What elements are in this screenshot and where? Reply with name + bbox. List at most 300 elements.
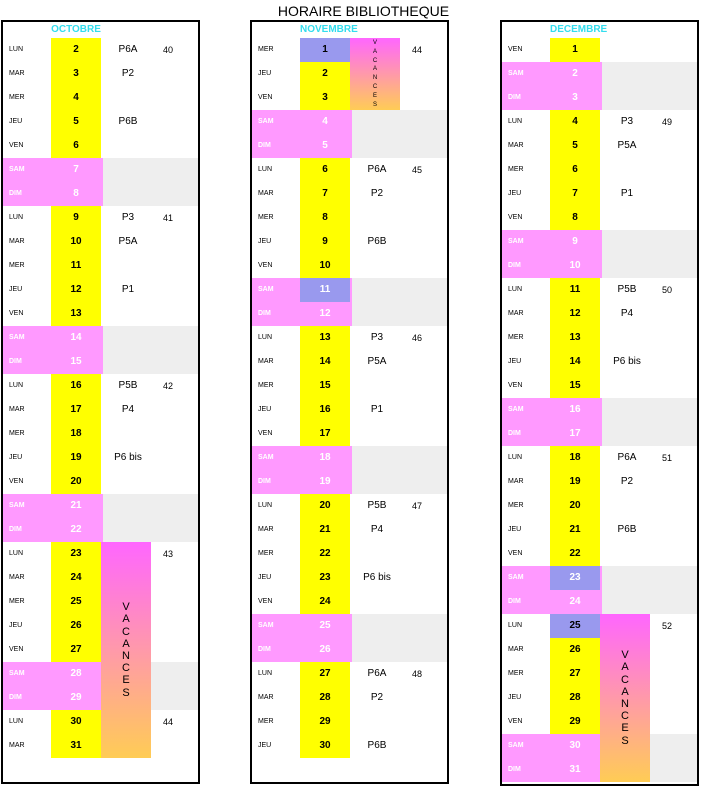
day-name: JEU xyxy=(508,358,522,365)
day-number: 11 xyxy=(300,278,350,302)
day-row xyxy=(3,494,198,518)
class-group: P4 xyxy=(121,404,135,415)
day-number: 4 xyxy=(322,116,328,127)
week-number: 44 xyxy=(411,45,422,55)
day-number: 30 xyxy=(51,710,101,734)
day-number: 13 xyxy=(300,326,350,350)
day-number: 25 xyxy=(319,620,331,631)
day-name: MER xyxy=(9,598,25,605)
day-name: VEN xyxy=(9,142,24,149)
week-number: 40 xyxy=(162,45,173,55)
day-number: 8 xyxy=(73,188,79,199)
day-number: 9 xyxy=(572,236,578,247)
week-number: 47 xyxy=(411,501,422,511)
day-number: 19 xyxy=(550,470,600,494)
day-name: MAR xyxy=(508,646,524,653)
day-number: 3 xyxy=(572,92,578,103)
day-name: MAR xyxy=(258,190,274,197)
day-row xyxy=(502,494,697,518)
day-number: 18 xyxy=(319,452,331,463)
day-name: SAM xyxy=(9,334,25,341)
day-name: SAM xyxy=(9,670,25,677)
day-name: LUN xyxy=(508,118,523,125)
vacances-letter: C xyxy=(122,662,130,675)
day-name: SAM xyxy=(9,166,25,173)
week-number: 45 xyxy=(411,165,422,175)
day-row xyxy=(252,230,447,254)
day-number: 30 xyxy=(300,734,350,758)
day-row xyxy=(502,278,697,302)
day-row xyxy=(3,62,198,86)
day-row xyxy=(252,662,447,686)
day-number: 7 xyxy=(550,182,600,206)
day-name: MER xyxy=(9,94,25,101)
day-name: MAR xyxy=(258,526,274,533)
day-name: VEN xyxy=(9,310,24,317)
day-name: MER xyxy=(258,382,274,389)
day-name: DIM xyxy=(508,262,521,269)
day-row xyxy=(3,446,198,470)
day-name: JEU xyxy=(9,118,23,125)
day-name: MER xyxy=(258,46,274,53)
day-row xyxy=(252,470,447,494)
day-number: 31 xyxy=(569,764,581,775)
day-row xyxy=(252,710,447,734)
day-number: 15 xyxy=(70,356,82,367)
day-name: MAR xyxy=(9,742,25,749)
day-number: 23 xyxy=(51,542,101,566)
day-row xyxy=(3,254,198,278)
class-group: P1 xyxy=(370,404,384,415)
class-group: P6 bis xyxy=(363,572,391,583)
day-row xyxy=(252,350,447,374)
day-name: MER xyxy=(508,670,524,677)
day-name: MAR xyxy=(9,238,25,245)
weekend-shade xyxy=(103,182,198,206)
day-number: 20 xyxy=(550,494,600,518)
vacances-letter: V xyxy=(621,649,629,662)
class-group: P3 xyxy=(620,116,634,127)
vacances-letter: N xyxy=(122,650,130,662)
weekend-shade xyxy=(602,590,697,614)
day-row xyxy=(3,206,198,230)
day-number: 15 xyxy=(550,374,600,398)
day-number: 19 xyxy=(319,476,331,487)
day-number: 24 xyxy=(51,566,101,590)
day-number: 12 xyxy=(550,302,600,326)
day-row xyxy=(252,302,447,326)
day-number: 7 xyxy=(73,164,79,175)
day-row xyxy=(502,206,697,230)
day-number: 22 xyxy=(550,542,600,566)
day-number: 26 xyxy=(550,638,600,662)
day-row xyxy=(252,686,447,710)
day-number: 2 xyxy=(572,68,578,79)
day-number: 18 xyxy=(550,446,600,470)
day-number: 27 xyxy=(51,638,101,662)
day-row xyxy=(3,422,198,446)
day-name: MAR xyxy=(508,310,524,317)
day-name: SAM xyxy=(258,118,274,125)
vacances-letter: S xyxy=(372,101,377,108)
weekend-shade xyxy=(352,302,447,326)
weekend-shade xyxy=(103,326,198,350)
day-number: 27 xyxy=(550,662,600,686)
day-number: 13 xyxy=(51,302,101,326)
day-name: MAR xyxy=(258,694,274,701)
day-number: 10 xyxy=(300,254,350,278)
weekend-shade xyxy=(602,62,697,86)
week-number: 44 xyxy=(162,717,173,727)
day-name: MER xyxy=(508,502,524,509)
day-number: 6 xyxy=(550,158,600,182)
vacances-letter: V xyxy=(122,601,130,614)
day-number: 5 xyxy=(322,140,328,151)
day-name: VEN xyxy=(9,478,24,485)
day-name: DIM xyxy=(258,478,271,485)
day-row xyxy=(3,518,198,542)
day-name: JEU xyxy=(508,190,522,197)
vacances-letter: A xyxy=(372,48,377,55)
class-group: P5A xyxy=(617,140,637,151)
day-name: MER xyxy=(508,166,524,173)
day-number: 12 xyxy=(319,308,331,319)
day-name: LUN xyxy=(9,46,24,53)
day-name: LUN xyxy=(508,454,523,461)
day-number: 28 xyxy=(550,686,600,710)
weekend-shade xyxy=(602,86,697,110)
day-row xyxy=(3,302,198,326)
class-group: P5B xyxy=(118,380,138,391)
day-name: VEN xyxy=(508,550,523,557)
weekend-shade xyxy=(352,470,447,494)
day-name: LUN xyxy=(9,550,24,557)
day-name: LUN xyxy=(258,670,273,677)
class-group: P2 xyxy=(370,188,384,199)
day-name: JEU xyxy=(258,238,272,245)
day-name: DIM xyxy=(258,142,271,149)
weekend-shade xyxy=(602,566,697,590)
day-row xyxy=(502,470,697,494)
day-row xyxy=(252,134,447,158)
day-name: SAM xyxy=(508,238,524,245)
vacances-letter: A xyxy=(621,685,629,698)
day-number: 30 xyxy=(569,740,581,751)
day-number: 18 xyxy=(51,422,101,446)
day-number: 10 xyxy=(51,230,101,254)
class-group: P6B xyxy=(367,740,387,751)
week-number: 48 xyxy=(411,669,422,679)
day-name: LUN xyxy=(9,382,24,389)
day-number: 14 xyxy=(550,350,600,374)
day-row xyxy=(502,374,697,398)
day-name: LUN xyxy=(258,334,273,341)
day-row xyxy=(252,446,447,470)
day-name: SAM xyxy=(258,454,274,461)
weekend-shade xyxy=(352,614,447,638)
weekend-shade xyxy=(352,134,447,158)
day-row xyxy=(3,86,198,110)
vacances-letter: E xyxy=(122,674,130,687)
weekend-shade xyxy=(352,110,447,134)
day-number: 25 xyxy=(51,590,101,614)
day-number: 20 xyxy=(300,494,350,518)
day-name: DIM xyxy=(9,694,22,701)
vacances-letter: N xyxy=(621,698,629,710)
day-number: 29 xyxy=(300,710,350,734)
day-row xyxy=(502,542,697,566)
weekend-shade xyxy=(602,254,697,278)
day-name: JEU xyxy=(258,574,272,581)
vacances-block xyxy=(101,542,151,758)
day-number: 15 xyxy=(300,374,350,398)
day-row xyxy=(252,374,447,398)
day-row xyxy=(3,278,198,302)
day-name: MER xyxy=(258,718,274,725)
day-row xyxy=(502,590,697,614)
day-number: 5 xyxy=(550,134,600,158)
day-name: VEN xyxy=(9,646,24,653)
class-group: P5A xyxy=(367,356,387,367)
day-name: SAM xyxy=(508,574,524,581)
class-group: P2 xyxy=(620,476,634,487)
day-name: LUN xyxy=(508,286,523,293)
day-number: 9 xyxy=(51,206,101,230)
weekend-shade xyxy=(103,350,198,374)
weekend-shade xyxy=(352,446,447,470)
vacances-letter: C xyxy=(621,710,629,723)
day-number: 17 xyxy=(300,422,350,446)
vacances-block xyxy=(350,38,400,110)
day-name: MER xyxy=(258,214,274,221)
day-row xyxy=(252,206,447,230)
week-number: 42 xyxy=(162,381,173,391)
day-name: MAR xyxy=(9,70,25,77)
class-group: P3 xyxy=(370,332,384,343)
month-octobre xyxy=(1,20,200,784)
day-number: 16 xyxy=(51,374,101,398)
day-number: 12 xyxy=(51,278,101,302)
day-name: LUN xyxy=(258,502,273,509)
class-group: P6 bis xyxy=(613,356,641,367)
day-number: 21 xyxy=(70,500,82,511)
day-row xyxy=(502,38,697,62)
day-number: 16 xyxy=(569,404,581,415)
day-number: 6 xyxy=(51,134,101,158)
day-number: 4 xyxy=(550,110,600,134)
day-number: 20 xyxy=(51,470,101,494)
day-name: JEU xyxy=(9,286,23,293)
day-name: DIM xyxy=(508,430,521,437)
day-number: 28 xyxy=(300,686,350,710)
day-name: MER xyxy=(508,334,524,341)
day-number: 22 xyxy=(70,524,82,535)
month-title: DECEMBRE xyxy=(550,24,608,35)
weekend-shade xyxy=(352,278,447,302)
day-number: 8 xyxy=(300,206,350,230)
day-name: JEU xyxy=(258,406,272,413)
day-name: SAM xyxy=(258,622,274,629)
month-title: NOVEMBRE xyxy=(300,24,358,35)
class-group: P2 xyxy=(370,692,384,703)
day-number: 8 xyxy=(550,206,600,230)
day-name: DIM xyxy=(9,190,22,197)
day-number: 5 xyxy=(51,110,101,134)
day-number: 22 xyxy=(300,542,350,566)
day-number: 17 xyxy=(569,428,581,439)
day-row xyxy=(502,446,697,470)
class-group: P1 xyxy=(620,188,634,199)
class-group: P5A xyxy=(118,236,138,247)
day-name: DIM xyxy=(258,646,271,653)
day-name: DIM xyxy=(508,598,521,605)
day-row xyxy=(3,230,198,254)
day-row xyxy=(252,566,447,590)
vacances-block xyxy=(600,614,650,782)
weekend-shade xyxy=(103,158,198,182)
day-name: JEU xyxy=(508,526,522,533)
month-novembre xyxy=(250,20,449,784)
vacances-letter: N xyxy=(372,75,378,82)
day-row xyxy=(502,326,697,350)
day-name: SAM xyxy=(508,70,524,77)
weekend-shade xyxy=(103,518,198,542)
day-row xyxy=(3,134,198,158)
day-number: 24 xyxy=(300,590,350,614)
day-row xyxy=(3,470,198,494)
day-number: 9 xyxy=(300,230,350,254)
day-number: 31 xyxy=(51,734,101,758)
vacances-letter: E xyxy=(621,722,629,735)
day-row xyxy=(252,278,447,302)
day-number: 23 xyxy=(550,566,600,590)
day-name: MAR xyxy=(9,406,25,413)
day-row xyxy=(252,494,447,518)
day-row xyxy=(252,110,447,134)
day-number: 28 xyxy=(70,668,82,679)
class-group: P5B xyxy=(367,500,387,511)
day-row xyxy=(3,350,198,374)
day-name: LUN xyxy=(508,622,523,629)
day-name: SAM xyxy=(258,286,274,293)
day-name: SAM xyxy=(508,742,524,749)
vacances-letter: C xyxy=(122,625,130,638)
day-name: DIM xyxy=(9,526,22,533)
day-name: DIM xyxy=(508,766,521,773)
day-row xyxy=(502,350,697,374)
day-name: MAR xyxy=(508,478,524,485)
day-row xyxy=(502,254,697,278)
day-name: MER xyxy=(9,430,25,437)
day-number: 14 xyxy=(300,350,350,374)
day-row xyxy=(3,110,198,134)
day-row xyxy=(252,590,447,614)
day-number: 19 xyxy=(51,446,101,470)
day-name: DIM xyxy=(508,94,521,101)
day-row xyxy=(502,158,697,182)
class-group: P4 xyxy=(370,524,384,535)
day-name: VEN xyxy=(258,94,273,101)
day-row xyxy=(502,398,697,422)
class-group: P4 xyxy=(620,308,634,319)
day-row xyxy=(252,734,447,758)
day-row xyxy=(502,518,697,542)
day-name: JEU xyxy=(508,694,522,701)
week-number: 49 xyxy=(661,117,672,127)
day-number: 26 xyxy=(51,614,101,638)
day-name: VEN xyxy=(508,214,523,221)
day-row xyxy=(252,326,447,350)
page-title: HORAIRE BIBLIOTHEQUE xyxy=(277,3,450,19)
day-row xyxy=(502,134,697,158)
class-group: P3 xyxy=(121,212,135,223)
day-name: MAR xyxy=(508,142,524,149)
weekend-shade xyxy=(352,638,447,662)
day-name: VEN xyxy=(508,718,523,725)
day-row xyxy=(502,302,697,326)
class-group: P6A xyxy=(118,44,138,55)
month-title: OCTOBRE xyxy=(51,24,101,35)
day-number: 6 xyxy=(300,158,350,182)
week-number: 43 xyxy=(162,549,173,559)
day-number: 7 xyxy=(300,182,350,206)
class-group: P1 xyxy=(121,284,135,295)
day-number: 13 xyxy=(550,326,600,350)
day-name: MAR xyxy=(9,574,25,581)
day-row xyxy=(252,158,447,182)
weekend-shade xyxy=(103,494,198,518)
day-number: 24 xyxy=(569,596,581,607)
vacances-letter: C xyxy=(621,673,629,686)
day-row xyxy=(3,326,198,350)
week-number: 51 xyxy=(661,453,672,463)
day-row xyxy=(502,422,697,446)
day-name: LUN xyxy=(258,166,273,173)
class-group: P6A xyxy=(367,164,387,175)
class-group: P5B xyxy=(617,284,637,295)
day-row xyxy=(502,566,697,590)
week-number: 41 xyxy=(162,213,173,223)
day-number: 3 xyxy=(300,86,350,110)
day-number: 21 xyxy=(550,518,600,542)
day-number: 17 xyxy=(51,398,101,422)
day-name: VEN xyxy=(508,382,523,389)
class-group: P6 bis xyxy=(114,452,142,463)
day-row xyxy=(252,182,447,206)
day-name: VEN xyxy=(258,430,273,437)
vacances-letter: V xyxy=(372,40,377,46)
day-name: SAM xyxy=(9,502,25,509)
day-row xyxy=(3,182,198,206)
day-number: 27 xyxy=(300,662,350,686)
vacances-letter: A xyxy=(621,661,629,674)
day-name: VEN xyxy=(258,598,273,605)
day-number: 4 xyxy=(51,86,101,110)
day-row xyxy=(502,86,697,110)
day-name: MAR xyxy=(258,358,274,365)
day-row xyxy=(252,254,447,278)
weekend-shade xyxy=(602,422,697,446)
day-row xyxy=(252,638,447,662)
vacances-letter: A xyxy=(122,637,130,650)
vacances-letter: A xyxy=(372,66,377,73)
class-group: P6A xyxy=(367,668,387,679)
day-name: LUN xyxy=(9,214,24,221)
week-number: 46 xyxy=(411,333,422,343)
day-name: LUN xyxy=(9,718,24,725)
day-number: 3 xyxy=(51,62,101,86)
day-number: 10 xyxy=(569,260,581,271)
